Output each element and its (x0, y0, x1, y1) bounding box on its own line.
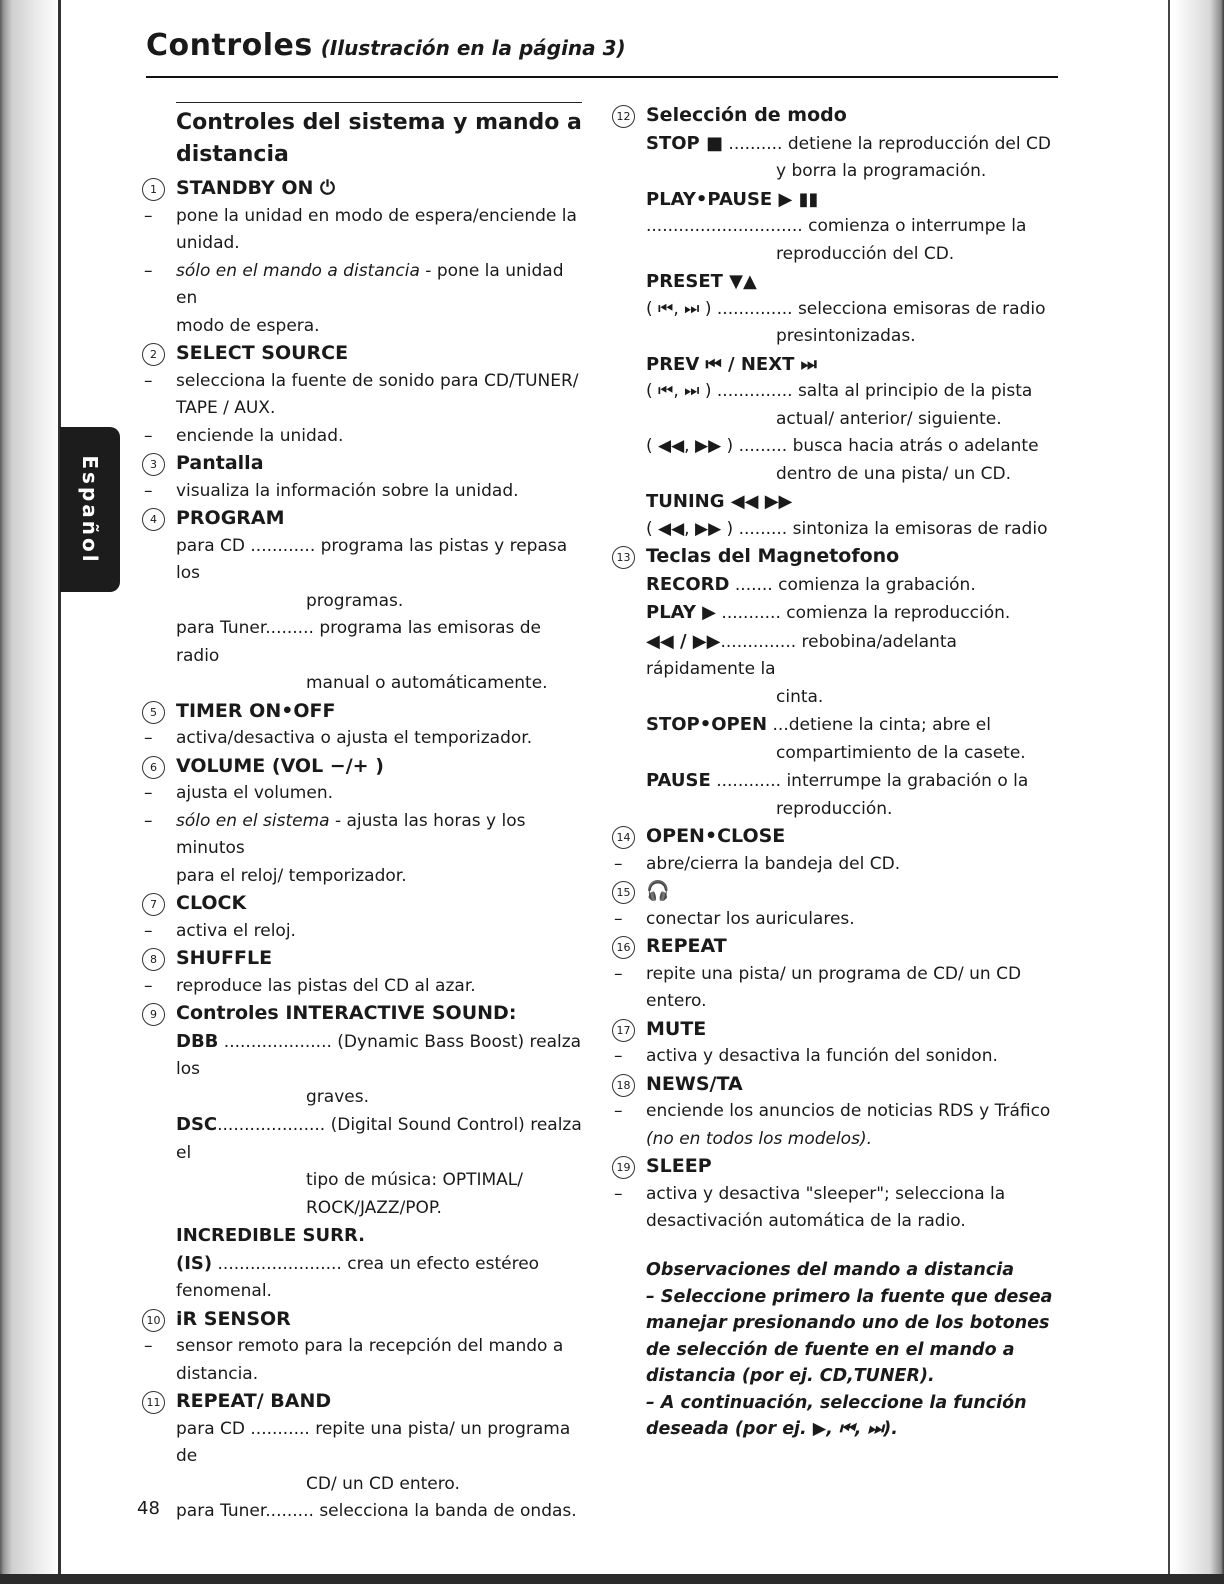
item-desc: – activa/desactiva o ajusta el temporizador. (142, 725, 587, 753)
item-row (142, 1028, 587, 1084)
row-text: repite una pista/ un programa de (176, 1418, 571, 1466)
scan-edge-left (0, 0, 60, 1584)
row-text: sintoniza la emisoras de radio (792, 518, 1048, 539)
item-desc: – ajusta el volumen. (142, 780, 587, 808)
item-number: 17 (612, 1019, 635, 1042)
row-text: graves. (306, 1086, 369, 1107)
item-title: OPEN•CLOSE (646, 825, 786, 847)
item-heading (612, 102, 1064, 130)
row-key: TUNING ◀◀ ▶▶ (646, 491, 793, 512)
title-rule (146, 76, 1058, 78)
row-text: (Digital Sound Control) realza el (176, 1115, 582, 1163)
row-text: y borra la programación. (776, 161, 987, 181)
row-text: selecciona la banda de ondas. (319, 1501, 577, 1521)
item-row-cont (612, 241, 1064, 269)
row-key: STOP ■ (646, 132, 724, 154)
item-desc: – selecciona la fuente de sonido para CD/TUNER/ (142, 368, 587, 396)
item-title: INTERACTIVE SOUND: (285, 1002, 517, 1024)
item-desc: – pone la unidad en modo de espera/enciende la (142, 203, 587, 231)
item-row (612, 571, 1064, 600)
row-text: salta al principio de la pista (797, 381, 1033, 401)
item-number: 5 (142, 701, 165, 724)
item-number: 18 (612, 1074, 635, 1097)
item-row (142, 1111, 587, 1167)
item-desc: – activa y desactiva la función del sonidon. (612, 1043, 1064, 1071)
item-row-cont (142, 670, 587, 698)
item-row (142, 615, 587, 670)
item-title: Teclas del Magnetofono (646, 545, 900, 567)
item-desc: – activa el reloj. (142, 918, 587, 946)
item-row-cont (142, 588, 587, 616)
item-row (612, 378, 1064, 406)
row-leader: ... (767, 715, 789, 735)
page-title-main: Controles (146, 28, 313, 63)
row-leader: .................... (218, 1031, 332, 1052)
item-heading (612, 933, 1064, 961)
row-text: busca hacia atrás o adelante (792, 436, 1039, 456)
row-text: cinta. (776, 686, 824, 707)
row-key: DBB (176, 1030, 219, 1052)
row-leader: .......... (723, 133, 783, 154)
row-label: para Tuner......... (176, 1501, 314, 1521)
item-desc: – visualiza la información sobre la unidad. (142, 478, 587, 506)
remote-notes (646, 1257, 1066, 1443)
item-number: 1 (142, 178, 165, 201)
item-row (612, 599, 1064, 628)
item-number: 13 (612, 546, 635, 569)
item-desc: – repite una pista/ un programa de CD/ un CD (612, 961, 1064, 989)
italic-text: sólo en el mando a distancia (176, 260, 420, 281)
item-title: PROGRAM (176, 507, 285, 529)
item-heading (142, 1000, 587, 1028)
item-title: Controles (176, 1002, 286, 1024)
item-heading (142, 450, 587, 478)
item-desc: – abre/cierra la bandeja del CD. (612, 851, 1064, 879)
row-key: PREV ⏮ / NEXT ⏭ (646, 353, 817, 375)
item-subheading: INCREDIBLE SURR. (176, 1225, 365, 1246)
item-number: 3 (142, 453, 165, 476)
item-desc-cont: para el reloj/ temporizador. (176, 865, 407, 886)
notes-paragraph: – Seleccione primero la fuente que desea manejar presionando uno de los botones de selección de fuente en el mando a distancia (por ej. CD,TUNER). (646, 1286, 1053, 1386)
item-desc-cont: entero. (646, 991, 707, 1011)
item-title: VOLUME (VOL −/+ ) (176, 754, 384, 777)
language-tab (60, 427, 120, 592)
row-text: presintonizadas. (776, 326, 916, 346)
row-leader: ........... (716, 603, 781, 623)
item-number: 11 (142, 1391, 165, 1414)
row-text: reproducción. (776, 798, 893, 819)
item-row-cont (612, 684, 1064, 712)
item-title: Pantalla (176, 452, 264, 474)
row-key: DSC (176, 1114, 218, 1135)
item-number: 8 (142, 948, 165, 971)
row-text: ROCK/JAZZ/POP. (306, 1197, 442, 1218)
item-heading (612, 1071, 1064, 1099)
item-title: REPEAT (646, 935, 727, 957)
item-desc-cont: modo de espera. (176, 315, 320, 336)
item-heading (612, 543, 1064, 571)
item-desc-cont: (no en todos los modelos). (646, 1128, 872, 1149)
item-row (612, 213, 1064, 241)
row-key: PAUSE (646, 770, 711, 791)
row-leader: ....................... (212, 1253, 342, 1274)
item-desc: – sensor remoto para la recepción del mando a (142, 1333, 587, 1361)
item-desc-cont: distancia. (176, 1363, 259, 1384)
item-heading (142, 698, 587, 726)
item-number: 6 (142, 756, 165, 779)
item-heading (142, 1306, 587, 1334)
item-title: SHUFFLE (176, 947, 273, 969)
item-number: 7 (142, 893, 165, 916)
item-row-cont (612, 406, 1064, 434)
item-heading (142, 753, 587, 781)
row-text: programa las pistas y repasa los (176, 535, 568, 583)
item-row (142, 1498, 587, 1526)
item-heading (612, 878, 1064, 906)
item-heading (612, 823, 1064, 851)
item-number: 16 (612, 936, 635, 959)
row-text: comienza o interrumpe la (808, 216, 1027, 236)
item-title: MUTE (646, 1017, 707, 1040)
row-text: compartimiento de la casete. (776, 742, 1026, 763)
item-title: REPEAT/ BAND (176, 1390, 332, 1412)
page-number: 48 (137, 1498, 160, 1519)
item-title: CLOCK (176, 892, 247, 914)
item-row-cont (612, 740, 1064, 768)
item-title: NEWS/TA (646, 1072, 743, 1095)
item-heading (142, 1388, 587, 1416)
item-row (612, 433, 1064, 461)
row-text: rebobina/adelanta rápidamente la (646, 631, 957, 679)
row-label: para CD ........... (176, 1418, 310, 1439)
row-leader: .................... (217, 1115, 326, 1135)
item-row (142, 533, 587, 588)
headphones-icon: 🎧 (646, 880, 670, 902)
item-row (612, 130, 1064, 159)
item-desc-cont: desactivación automática de la radio. (646, 1211, 966, 1231)
section-title: Controles del sistema y mando a distancia (176, 110, 582, 167)
right-column (612, 102, 1064, 1236)
row-key: PLAY•PAUSE ▶ ▮▮ (646, 188, 819, 210)
row-text: comienza la grabación. (778, 574, 976, 595)
item-desc: – enciende los anuncios de noticias RDS y Tráfico (612, 1098, 1064, 1126)
item-row-cont (612, 461, 1064, 489)
item-row-cont (612, 323, 1064, 351)
scan-edge-right-line (1168, 0, 1170, 1584)
item-row (612, 711, 1064, 740)
row-label: ( ⏮, ⏭ ) .............. (646, 298, 793, 319)
row-text: interrumpe la grabación o la (786, 771, 1029, 791)
item-desc (142, 808, 587, 863)
item-desc-cont: TAPE / AUX. (176, 398, 276, 418)
item-desc: – reproduce las pistas del CD al azar. (142, 973, 587, 1001)
item-title: SLEEP (646, 1155, 712, 1177)
section-rule (176, 102, 582, 103)
item-row-cont (612, 796, 1064, 824)
notes-title: Observaciones del mando a distancia (646, 1260, 1015, 1280)
row-text: reproducción del CD. (776, 243, 955, 264)
item-heading (142, 505, 587, 533)
row-leader: .............. (720, 631, 797, 652)
row-text: programas. (306, 590, 404, 611)
row-text: (Dynamic Bass Boost) realza los (176, 1031, 582, 1079)
text: - pone la unidad en (176, 260, 564, 308)
item-heading (612, 1153, 1064, 1181)
item-heading (142, 340, 587, 368)
row-leader: ............................. (646, 216, 803, 236)
row-text: programa las emisoras de radio (176, 618, 542, 666)
item-number: 4 (142, 508, 165, 531)
row-key: RECORD (646, 573, 730, 595)
text: - ajusta las horas y los minutos (176, 810, 526, 858)
item-desc: – conectar los auriculares. (612, 906, 1064, 934)
item-row-cont (142, 1471, 587, 1499)
item-title: SELECT SOURCE (176, 342, 349, 364)
item-desc: – activa y desactiva "sleeper"; selecciona la (612, 1181, 1064, 1209)
item-row (612, 628, 1064, 684)
row-label: ( ◀◀, ▶▶ ) ......... (646, 436, 788, 456)
page-title-sub: (Ilustración en la página 3) (320, 36, 626, 60)
row-label: para Tuner......... (176, 618, 314, 638)
italic-text: sólo en el sistema (176, 810, 330, 831)
item-number: 10 (142, 1309, 165, 1332)
row-leader: ............ (710, 771, 782, 791)
row-text: tipo de música: OPTIMAL/ (306, 1170, 523, 1190)
scan-edge-right (1174, 0, 1224, 1584)
item-number: 19 (612, 1156, 635, 1179)
left-column (142, 102, 587, 1526)
row-key: PLAY ▶ (646, 602, 717, 623)
item-row-cont (142, 1167, 587, 1195)
item-row (612, 296, 1064, 324)
scan-edge-left-line (58, 0, 61, 1584)
row-leader: ....... (729, 574, 773, 595)
item-row (612, 516, 1064, 544)
scan-edge-bottom (0, 1574, 1224, 1584)
item-heading (142, 175, 587, 203)
row-key: ◀◀ / ▶▶ (646, 630, 721, 652)
row-label: ( ⏮, ⏭ ) .............. (646, 381, 793, 401)
item-title: TIMER ON•OFF (176, 699, 336, 722)
item-desc: – enciende la unidad. (142, 423, 587, 451)
item-desc (142, 258, 587, 313)
row-text: detiene la cinta; abre el (788, 715, 991, 735)
row-label: ( ◀◀, ▶▶ ) ......... (646, 518, 788, 539)
row-text: manual o automáticamente. (306, 673, 548, 693)
item-desc-cont: unidad. (176, 233, 240, 253)
row-text: crea un efecto estéreo fenomenal. (176, 1253, 540, 1301)
row-text: detiene la reproducción del CD (787, 133, 1051, 154)
row-key: (IS) (176, 1252, 213, 1274)
row-text: comienza la reproducción. (786, 603, 1011, 623)
item-heading (142, 945, 587, 973)
item-number: 14 (612, 826, 635, 849)
item-number: 9 (142, 1003, 165, 1026)
item-number: 15 (612, 881, 635, 904)
item-title: STANDBY ON ⏻ (176, 177, 336, 199)
notes-paragraph: – A continuación, seleccione la función deseada (por ej. ▶, ⏮, ⏭). (646, 1392, 1027, 1439)
row-label: para CD ............ (176, 535, 316, 556)
item-row (612, 767, 1064, 796)
item-row-cont (142, 1195, 587, 1223)
item-number: 12 (612, 105, 635, 128)
item-row (142, 1416, 587, 1471)
page-title (146, 28, 626, 63)
row-text: dentro de una pista/ un CD. (776, 463, 1012, 484)
item-row-cont (612, 158, 1064, 186)
item-heading (142, 890, 587, 918)
row-text: CD/ un CD entero. (306, 1473, 460, 1494)
row-text: actual/ anterior/ siguiente. (776, 408, 1002, 429)
row-key: PRESET ▼▲ (646, 271, 757, 292)
language-tab-label: Español (78, 454, 102, 565)
item-row (142, 1250, 587, 1306)
row-key: STOP•OPEN (646, 714, 768, 735)
item-heading (612, 1016, 1064, 1044)
item-title: iR SENSOR (176, 1307, 291, 1330)
item-number: 2 (142, 343, 165, 366)
item-title: Selección de modo (646, 104, 847, 126)
row-text: selecciona emisoras de radio (797, 298, 1046, 319)
item-row-cont (142, 1084, 587, 1112)
